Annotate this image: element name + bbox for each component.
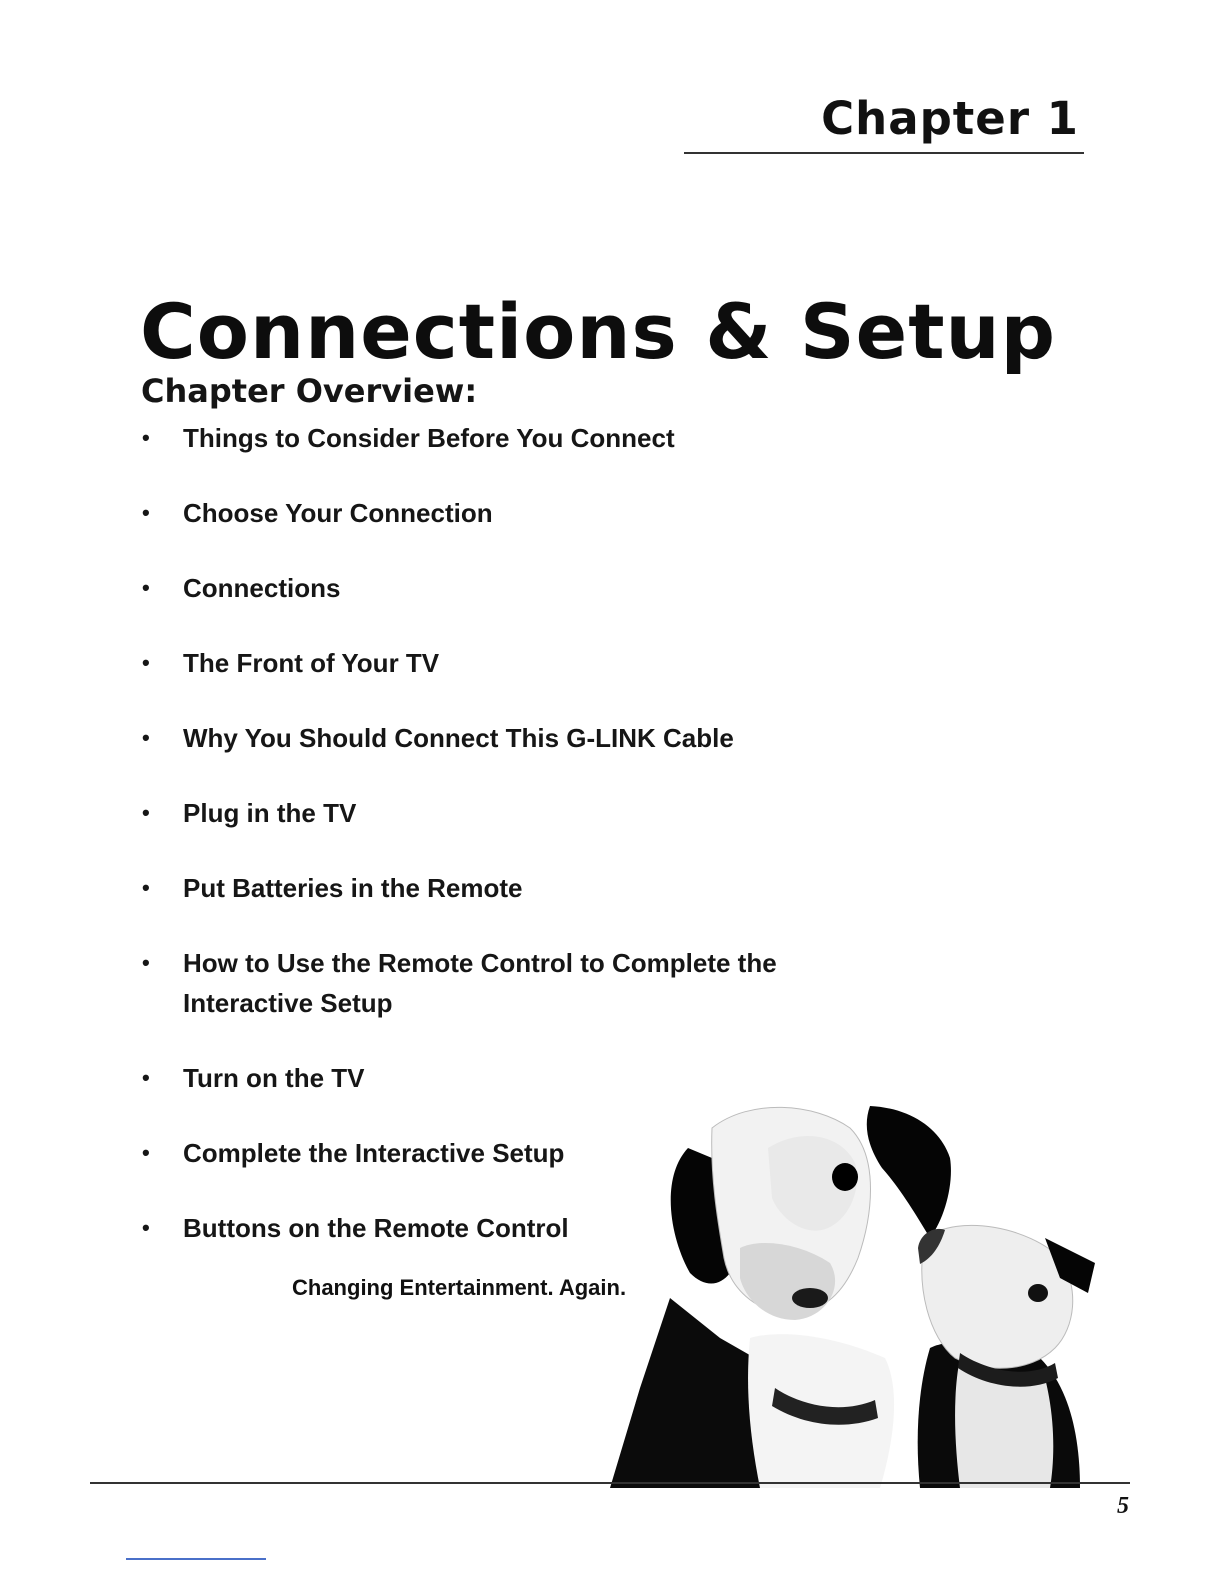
bullet-icon: • bbox=[142, 1140, 150, 1165]
overview-item-text: Buttons on the Remote Control bbox=[183, 1213, 569, 1243]
tagline: Changing Entertainment. Again. bbox=[292, 1275, 627, 1300]
overview-item-text: How to Use the Remote Control to Complete the Interactive Setup bbox=[183, 948, 777, 1018]
overview-item-text: Plug in the TV bbox=[183, 798, 357, 828]
small-dog-eye bbox=[1028, 1284, 1048, 1302]
overview-item bbox=[140, 868, 900, 908]
overview-item-text: Choose Your Connection bbox=[183, 498, 493, 528]
overview-item bbox=[140, 943, 900, 1023]
overview-item bbox=[140, 493, 900, 533]
overview-item-text: Put Batteries in the Remote bbox=[183, 873, 523, 903]
overview-item bbox=[140, 568, 900, 608]
bullet-icon: • bbox=[142, 800, 150, 825]
bullet-icon: • bbox=[142, 875, 150, 900]
overview-heading: Chapter Overview: bbox=[141, 371, 478, 410]
bullet-icon: • bbox=[142, 500, 150, 525]
overview-item bbox=[140, 418, 900, 458]
overview-item bbox=[140, 643, 900, 683]
blue-underline bbox=[126, 1558, 266, 1560]
large-dog-right-ear bbox=[867, 1106, 951, 1238]
bottom-rule bbox=[90, 1482, 1130, 1484]
bullet-icon: • bbox=[142, 1065, 150, 1090]
overview-item-text: Turn on the TV bbox=[183, 1063, 365, 1093]
overview-item-text: Complete the Interactive Setup bbox=[183, 1138, 565, 1168]
bullet-icon: • bbox=[142, 425, 150, 450]
page-title: Connections & Setup bbox=[140, 286, 1057, 376]
bullet-icon: • bbox=[142, 575, 150, 600]
large-dog-nose bbox=[792, 1288, 828, 1308]
bullet-icon: • bbox=[142, 950, 150, 975]
bullet-icon: • bbox=[142, 725, 150, 750]
overview-item-text: Why You Should Connect This G-LINK Cable bbox=[183, 723, 734, 753]
dogs-photo bbox=[600, 1088, 1120, 1490]
page-number: 5 bbox=[1117, 1493, 1129, 1519]
large-dog-eye bbox=[832, 1163, 858, 1191]
bullet-icon: • bbox=[142, 650, 150, 675]
bullet-icon: • bbox=[142, 1215, 150, 1240]
overview-item-text: The Front of Your TV bbox=[183, 648, 440, 678]
overview-item bbox=[140, 718, 900, 758]
overview-item bbox=[140, 793, 900, 833]
overview-item-text: Connections bbox=[183, 573, 341, 603]
chapter-rule bbox=[684, 152, 1084, 154]
overview-item-text: Things to Consider Before You Connect bbox=[183, 423, 675, 453]
chapter-label: Chapter 1 bbox=[821, 92, 1079, 145]
